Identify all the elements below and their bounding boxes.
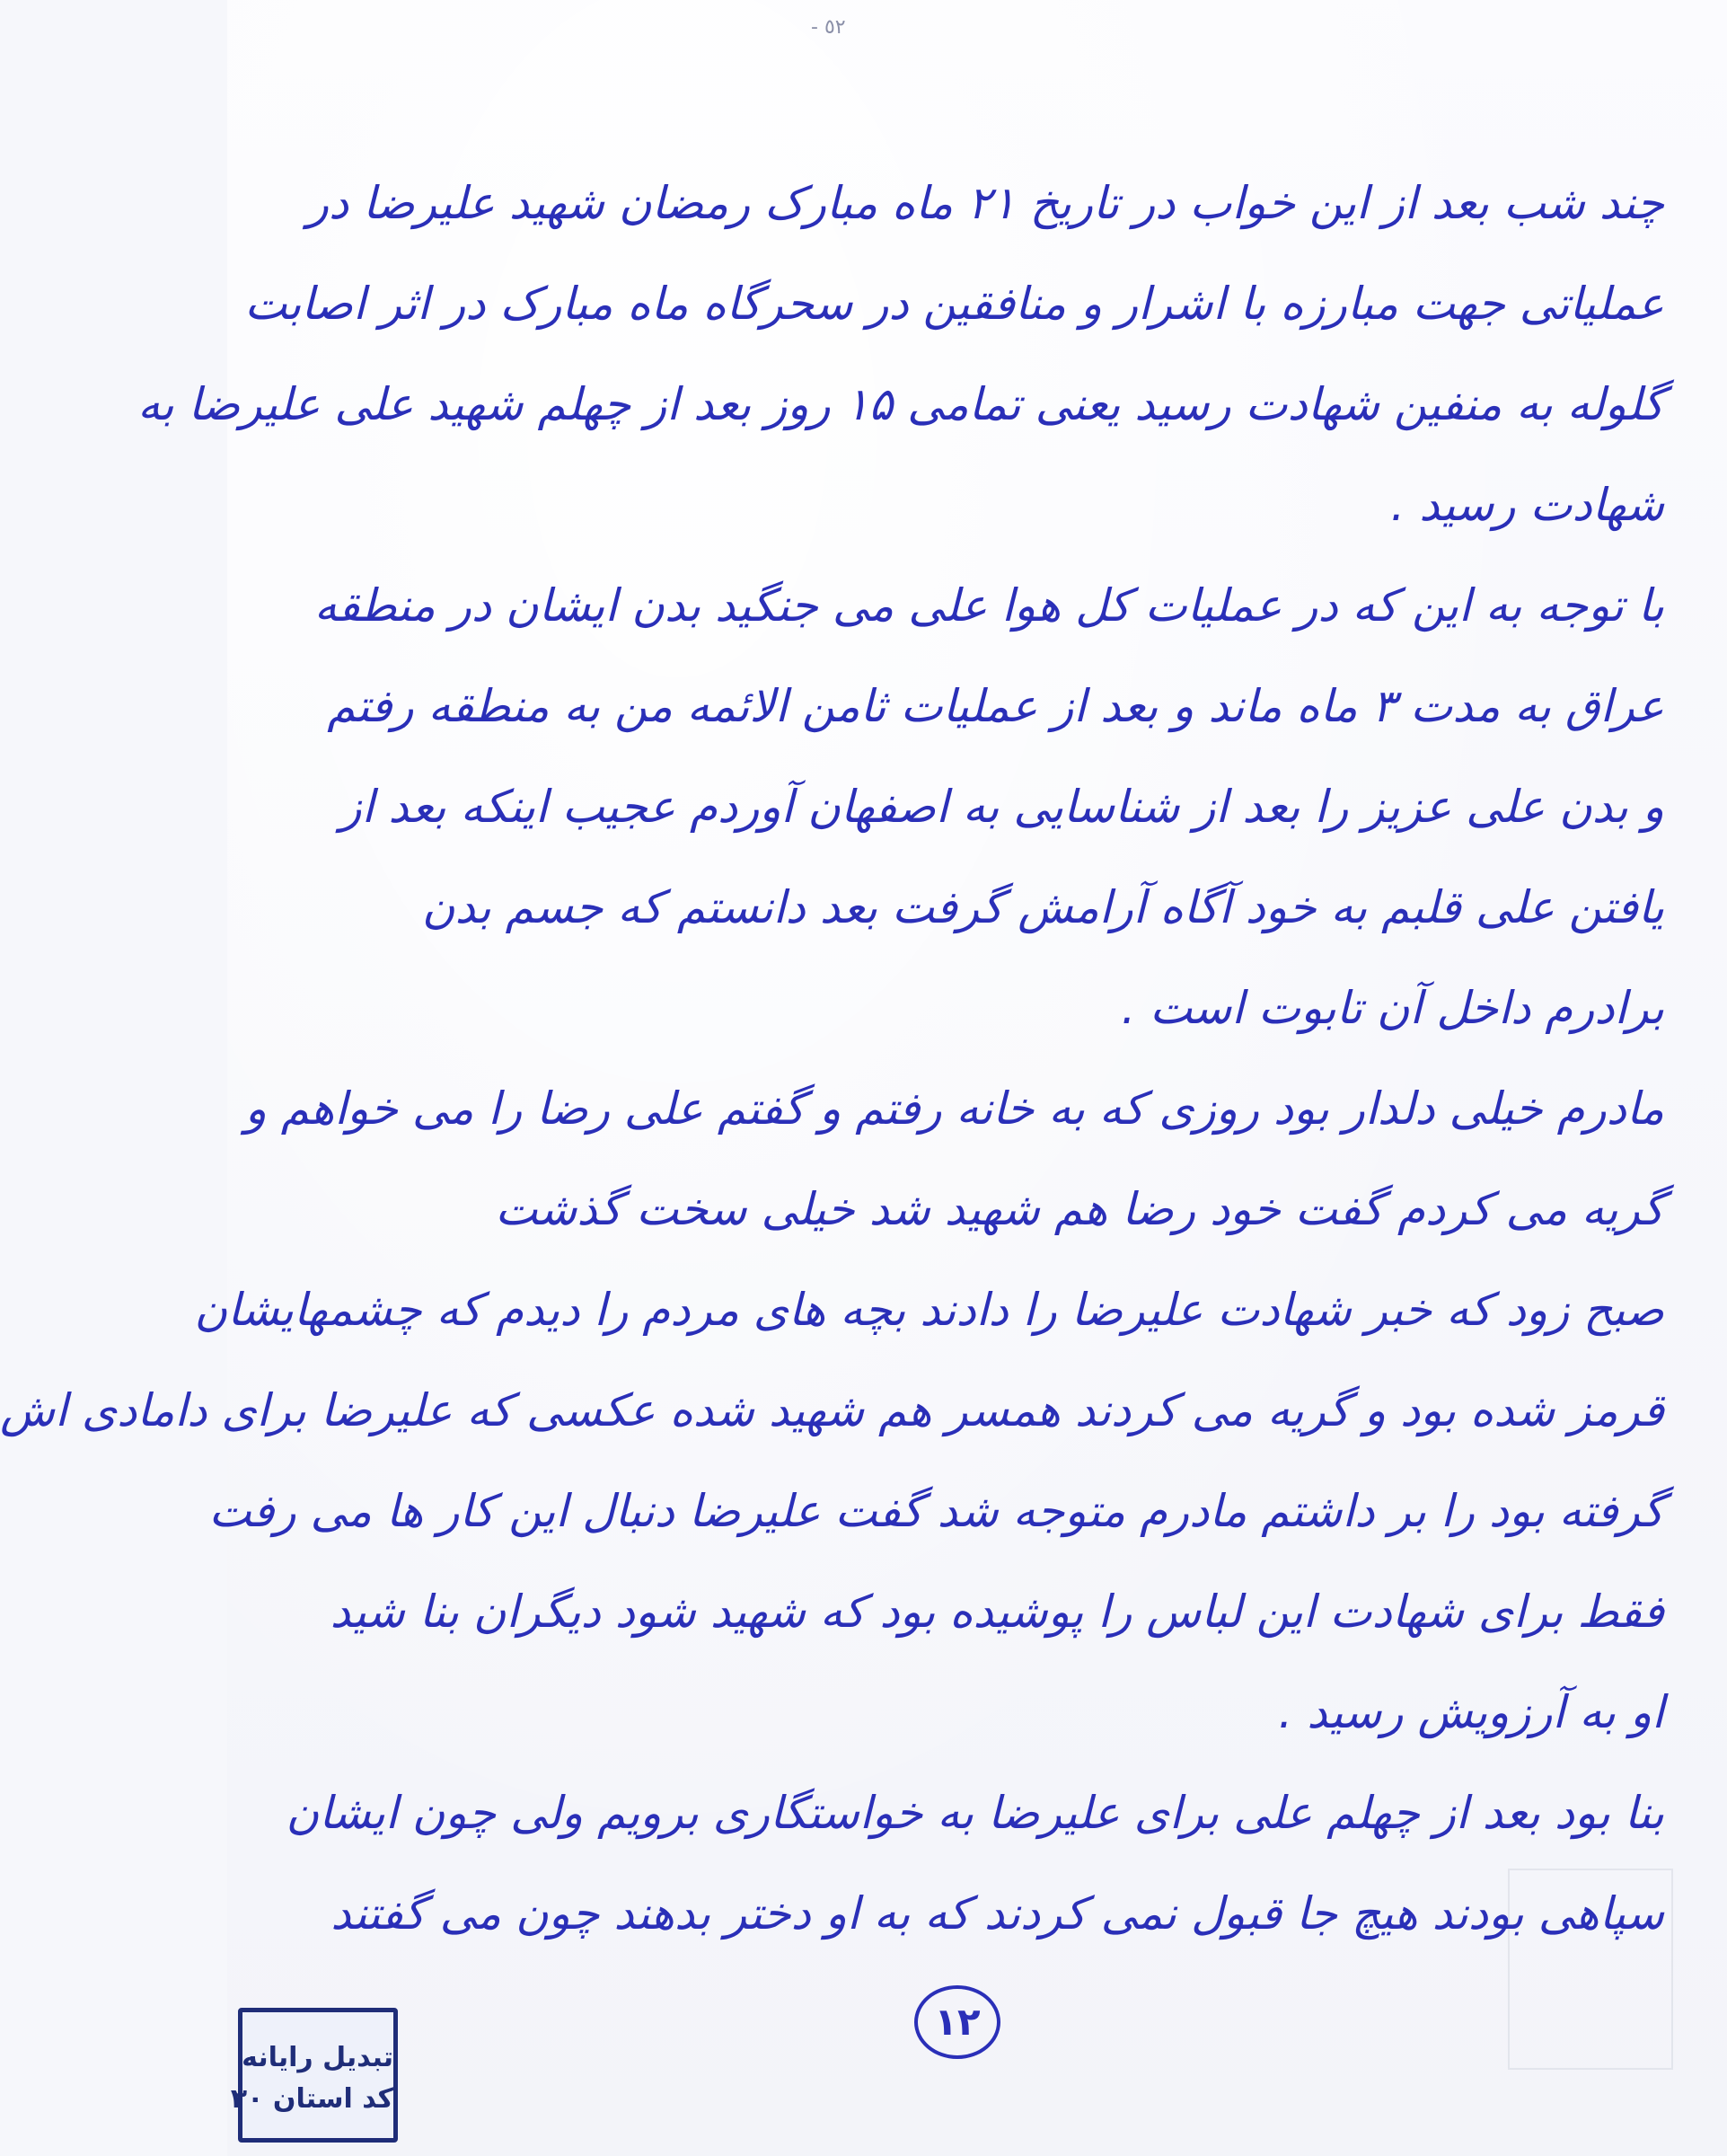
stamp-line-1: تبدیل رایانه (242, 2042, 393, 2073)
text-line: مادرم خیلی دلدار بود روزی که به خانه رفتم و گفتم علی رضا را می خواهم و (244, 1082, 1664, 1135)
text-line: عراق به مدت ۳ ماه ماند و بعد از عملیات ثامن الائمه من به منطقه رفتم (327, 680, 1664, 732)
text-line: یافتن علی قلبم به خود آگاه آرامش گرفت بعد دانستم که جسم بدن (421, 881, 1664, 933)
text-line: گرفته بود را بر داشتم مادرم متوجه شد گفت علیرضا دنبال این کار ها می رفت (208, 1485, 1664, 1537)
archive-stamp (230, 2008, 398, 2143)
stamp-line-2: کد استان ۳۰ (230, 2083, 393, 2115)
text-line: او به آرزویش رسید . (1278, 1686, 1664, 1738)
text-line: و بدن علی عزیز را بعد از شناسایی به اصفهان آوردم عجیب اینکه بعد از (339, 781, 1664, 833)
text-line: برادرم داخل آن تابوت است . (1121, 982, 1664, 1034)
text-line: بنا بود بعد از چهلم علی برای علیرضا به خواستگاری برویم ولی چون ایشان (286, 1787, 1664, 1839)
text-line: فقط برای شهادت این لباس را پوشیده بود که شهید شود دیگران بنا شید (330, 1586, 1664, 1638)
text-line: صبح زود که خبر شهادت علیرضا را دادند بچه های مردم را دیدم که چشمهایشان (194, 1284, 1664, 1336)
text-line: شهادت رسید . (1390, 479, 1664, 531)
text-line: سپاهی بودند هیچ جا قبول نمی کردند که به او دختر بدهند چون می گفتند (330, 1887, 1664, 1940)
text-line: گریه می کردم گفت خود رضا هم شهید شد خیلی سخت گذشت (495, 1183, 1664, 1235)
page-number: ۱۲ (914, 1985, 1000, 2059)
page-header-mark: - ٥٢ (811, 16, 846, 39)
paragraph-3 (194, 1058, 1664, 1360)
text-line: چند شب بعد از این خواب در تاریخ ۲۱ ماه مبارک رمضان شهید علیرضا در (306, 177, 1664, 229)
paragraph-5 (263, 1763, 1664, 1964)
text-line: با توجه به این که در عملیات کل هوا علی می جنگید بدن ایشان در منطقه (313, 579, 1664, 632)
paragraph-4 (0, 1360, 1664, 1763)
paragraph-2 (263, 555, 1664, 1058)
text-line: قرمز شده بود و گریه می کردند همسر هم شهید شده عکسی که علیرضا برای دامادی اش (0, 1384, 1664, 1436)
text-line: عملیاتی جهت مبارزه با اشرار و منافقین در سحرگاه ماه مبارک در اثر اصابت (244, 278, 1664, 330)
paragraph-1 (137, 153, 1664, 555)
text-line: گلوله به منفین شهادت رسید یعنی تمامی ۱۵ روز بعد از چهلم شهید علی علیرضا به (137, 378, 1664, 430)
handwritten-text-body (0, 153, 1664, 1964)
